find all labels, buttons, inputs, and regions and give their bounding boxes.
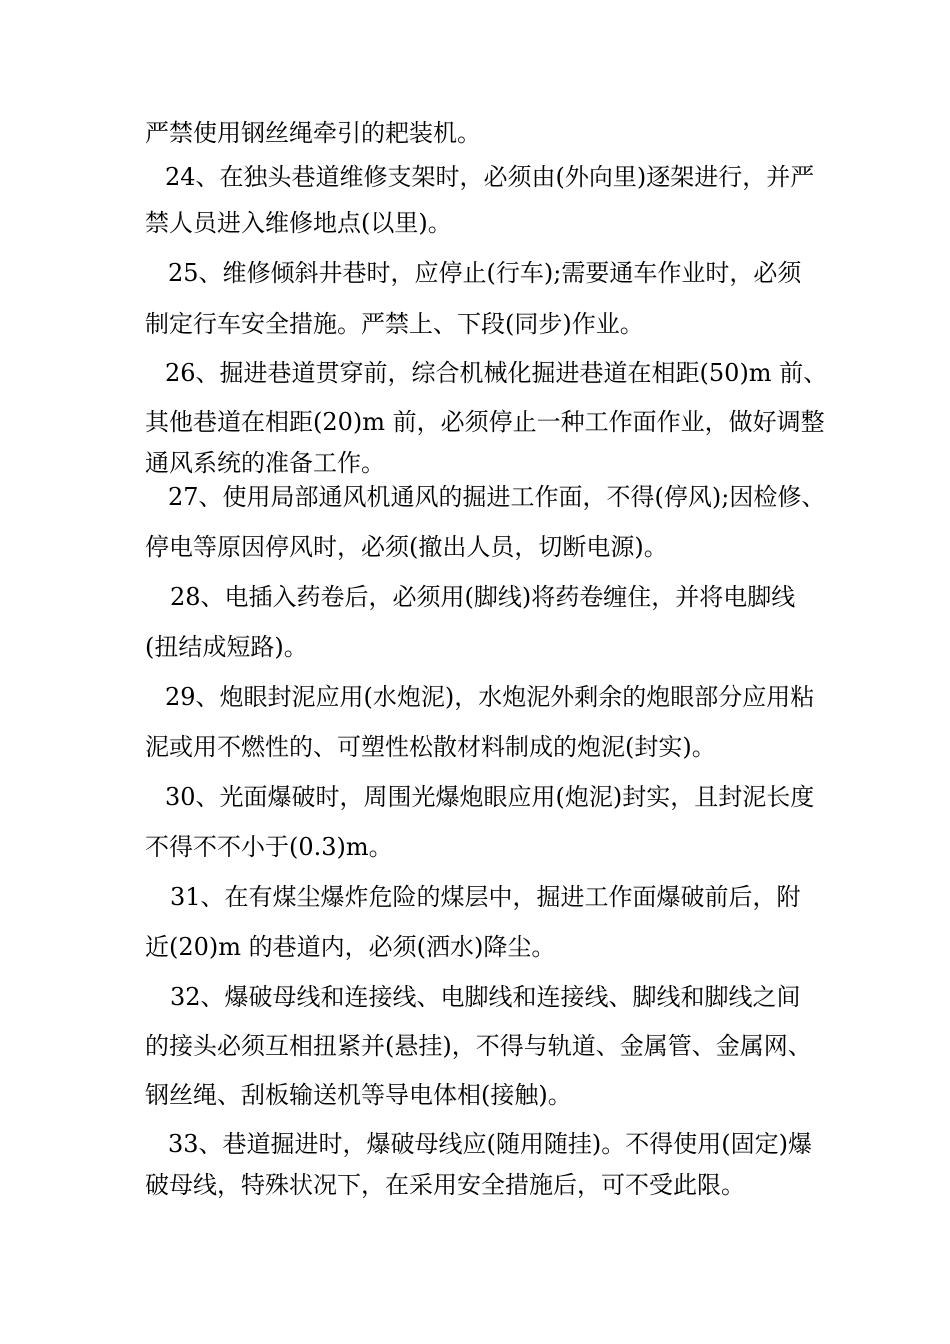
text-line: 32、爆破母线和连接线、电脚线和连接线、脚线和脚线之间 bbox=[170, 983, 801, 1011]
text-line: 破母线，特殊状况下，在采用安全措施后，可不受此限。 bbox=[145, 1171, 745, 1199]
text-line: (扭结成短路)。 bbox=[145, 633, 308, 661]
text-line: 其他巷道在相距(20)m 前，必须停止一种工作面作业，做好调整 bbox=[145, 408, 825, 436]
text-line: 30、光面爆破时，周围光爆炮眼应用(炮泥)封实，且封泥长度 bbox=[165, 783, 815, 811]
text-line: 33、巷道掘进时，爆破母线应(随用随挂)。不得使用(固定)爆 bbox=[168, 1130, 812, 1158]
text-line: 31、在有煤尘爆炸危险的煤层中，掘进工作面爆破前后，附 bbox=[170, 883, 801, 911]
text-line: 不得不不小于(0.3)m。 bbox=[145, 833, 393, 861]
text-line: 29、炮眼封泥应用(水炮泥)，水炮泥外剩余的炮眼部分应用粘 bbox=[165, 683, 815, 711]
text-line: 27、使用局部通风机通风的掘进工作面，不得(停风);因检修、 bbox=[168, 483, 826, 511]
text-line: 28、电插入药卷后，必须用(脚线)将药卷缠住，并将电脚线 bbox=[170, 583, 796, 611]
text-line: 停电等原因停风时，必须(撤出人员，切断电源)。 bbox=[145, 533, 668, 561]
text-line: 24、在独头巷道维修支架时，必须由(外向里)逐架进行，并严 bbox=[165, 163, 815, 191]
text-line: 的接头必须互相扭紧并(悬挂)，不得与轨道、金属管、金属网、 bbox=[145, 1032, 812, 1060]
text-line: 严禁使用钢丝绳牵引的耙装机。 bbox=[145, 119, 481, 147]
text-line: 禁人员进入维修地点(以里)。 bbox=[145, 209, 452, 237]
text-line: 近(20)m 的巷道内，必须(洒水)降尘。 bbox=[145, 933, 556, 961]
text-line: 25、维修倾斜井巷时，应停止(行车);需要通车作业时，必须 bbox=[168, 259, 802, 287]
text-line: 26、掘进巷道贯穿前，综合机械化掘进巷道在相距(50)m 前、 bbox=[165, 359, 828, 387]
text-line: 通风系统的准备工作。 bbox=[145, 449, 385, 477]
text-line: 制定行车安全措施。严禁上、下段(同步)作业。 bbox=[145, 310, 644, 338]
text-line: 钢丝绳、刮板输送机等导电体相(接触)。 bbox=[145, 1081, 572, 1109]
text-line: 泥或用不燃性的、可塑性松散材料制成的炮泥(封实)。 bbox=[145, 733, 716, 761]
